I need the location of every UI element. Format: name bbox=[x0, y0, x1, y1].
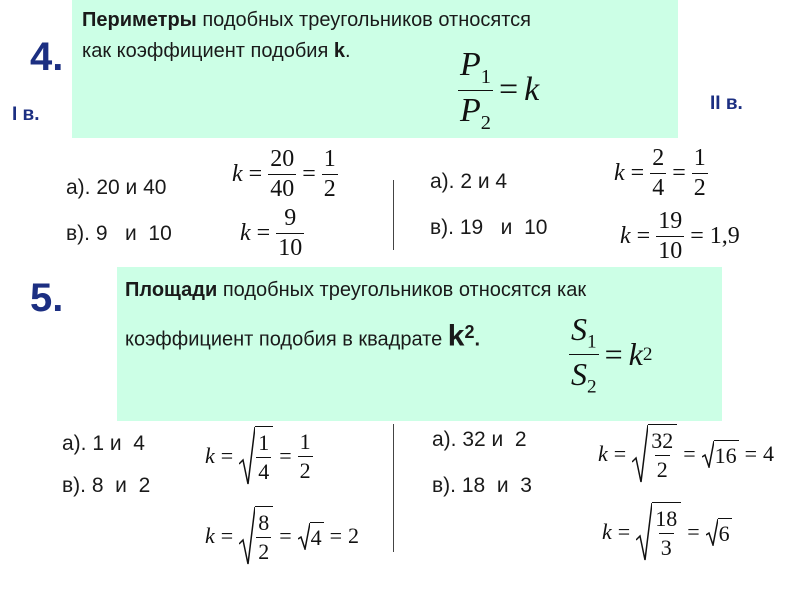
column-divider-5 bbox=[393, 424, 394, 552]
problem-5-right-b: в). 18 и 3 bbox=[432, 474, 532, 497]
variant-label-1: I в. bbox=[12, 104, 40, 125]
formula-area-ratio: $\frac{S_1}{S_2}$ = k 2 bbox=[571, 311, 653, 398]
sqrt-icon: $\frac{32}{2}$ bbox=[632, 424, 677, 484]
solution-4-left-b: k = $\frac{9}{10}$ bbox=[240, 205, 303, 261]
sqrt-icon: $\frac{1}{4}$ bbox=[239, 426, 273, 486]
theorem-text-perimeters: Периметры подобных треугольников относятся bbox=[82, 9, 531, 31]
problem-5-left-a: а). 1 и 4 bbox=[62, 432, 145, 455]
solution-4-right-a: k = $\frac{2}{4}$ = $\frac{1}{2}$ bbox=[614, 145, 706, 201]
problem-5-left-b: в). 8 и 2 bbox=[62, 474, 151, 497]
variant-label-2: II в. bbox=[710, 93, 743, 114]
section-number-5: 5. bbox=[30, 276, 64, 320]
problem-4-right-a: а). 2 и 4 bbox=[430, 170, 508, 193]
column-divider-4 bbox=[393, 180, 394, 250]
solution-5-left-b: k = $\frac{8}{2}$ = 4 = 2 bbox=[205, 506, 359, 566]
problem-4-left-a: а). 20 и 40 bbox=[66, 176, 167, 199]
sqrt-icon: 4 bbox=[298, 522, 324, 551]
sqrt-icon: 16 bbox=[702, 440, 739, 469]
problem-4-right-b: в). 19 и 10 bbox=[430, 216, 548, 239]
formula-perimeter-ratio: $\frac{P_1}{P_2}$ = k bbox=[460, 46, 540, 134]
theorem-box-areas bbox=[117, 267, 722, 421]
solution-4-left-a: k = $\frac{20}{40}$ = $\frac{1}{2}$ bbox=[232, 146, 336, 202]
problem-5-right-a: а). 32 и 2 bbox=[432, 428, 527, 451]
solution-5-right-a: k = $\frac{32}{2}$ = 16 = 4 bbox=[598, 424, 774, 484]
sqrt-icon: 6 bbox=[706, 518, 732, 547]
theorem-box-perimeters bbox=[72, 0, 678, 138]
section-number-4: 4. bbox=[30, 35, 64, 79]
theorem-text-areas: Площади подобных треугольников относятся как bbox=[125, 279, 587, 301]
problem-4-left-b: в). 9 и 10 bbox=[66, 222, 172, 245]
solution-4-right-b: k = $\frac{19}{10}$ = 1,9 bbox=[620, 208, 740, 264]
theorem-text-perimeters-line2: как коэффициент подобия k. bbox=[82, 40, 351, 62]
solution-5-left-a: k = $\frac{1}{4}$ = $\frac{1}{2}$ bbox=[205, 426, 313, 486]
theorem-text-areas-line2: коэффициент подобия в квадрате $k^2$. bbox=[125, 319, 481, 353]
sqrt-icon: $\frac{8}{2}$ bbox=[239, 506, 273, 566]
sqrt-icon: $\frac{18}{3}$ bbox=[636, 502, 681, 562]
solution-5-right-b: k = $\frac{18}{3}$ = 6 bbox=[602, 502, 732, 562]
